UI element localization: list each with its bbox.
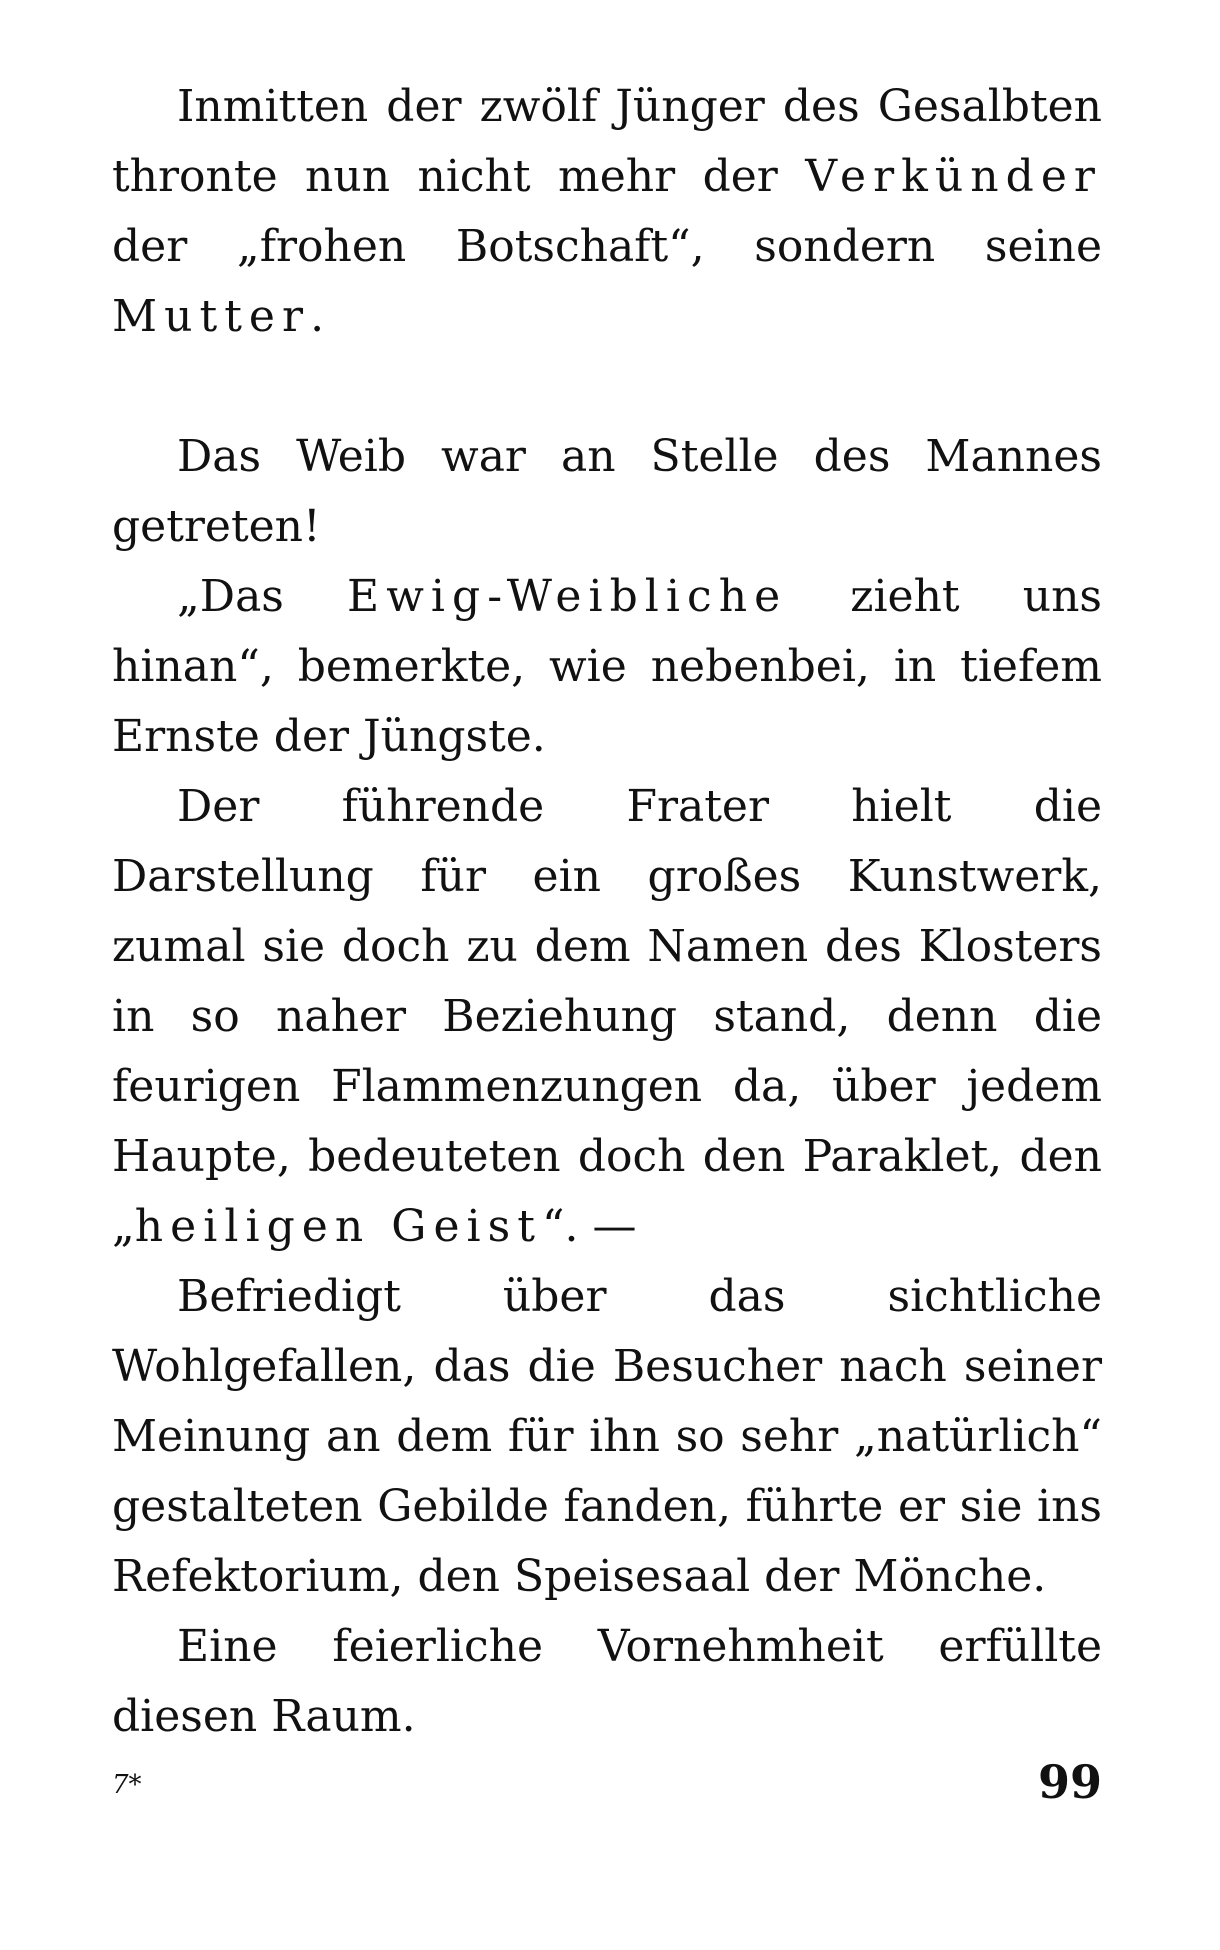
paragraph-6 xyxy=(112,1612,1102,1752)
text-segment: “. — xyxy=(542,1201,637,1252)
text-segment: zieht uns hinan“, bemerkte, wie nebenbei, in tiefem Ernste der Jüngste. xyxy=(112,571,1102,762)
paragraph-2 xyxy=(112,422,1102,562)
paragraph-4 xyxy=(112,772,1102,1262)
paragraph-5 xyxy=(112,1262,1102,1612)
page-number: 99 xyxy=(1037,1755,1102,1809)
text-segment: . xyxy=(310,291,325,342)
body-text xyxy=(112,72,1102,1752)
signature-mark: 7* xyxy=(112,1770,142,1800)
text-segment: Befriedigt über das sichtliche Wohlgefallen, das die Besucher nach seiner Meinung an dem für ihn so sehr „natürlich“ gestalteten Gebilde fanden, führte er sie ins Refektorium, den Speisesaal der Mönche. xyxy=(112,1271,1102,1602)
spaced-emphasis: Verkünder xyxy=(805,151,1102,202)
spaced-emphasis: Mutter xyxy=(112,291,311,342)
text-segment: Inmitten der zwölf Jünger des Gesalbten thronte nun nicht mehr der xyxy=(112,81,1102,202)
text-segment: Der führende Frater hielt die Darstellung für ein großes Kunstwerk, zumal sie doch zu dem Namen des Klosters in so naher Beziehung stand, denn die feurigen Flammenzungen da, über jedem Haupte, bedeuteten doch den Paraklet, den „ xyxy=(112,781,1102,1252)
text-segment: Das Weib war an Stelle des Mannes getreten! xyxy=(112,431,1102,552)
text-segment: der „frohen Botschaft“, sondern seine xyxy=(112,221,1102,272)
text-segment: „Das xyxy=(177,571,348,622)
paragraph-1 xyxy=(112,72,1102,352)
text-segment: Eine feierliche Vornehmheit erfüllte diesen Raum. xyxy=(112,1621,1102,1742)
spaced-emphasis: Ewig-Weibliche xyxy=(347,571,788,622)
spaced-emphasis: heiligen Geist xyxy=(134,1201,543,1252)
paragraph-3 xyxy=(112,562,1102,772)
